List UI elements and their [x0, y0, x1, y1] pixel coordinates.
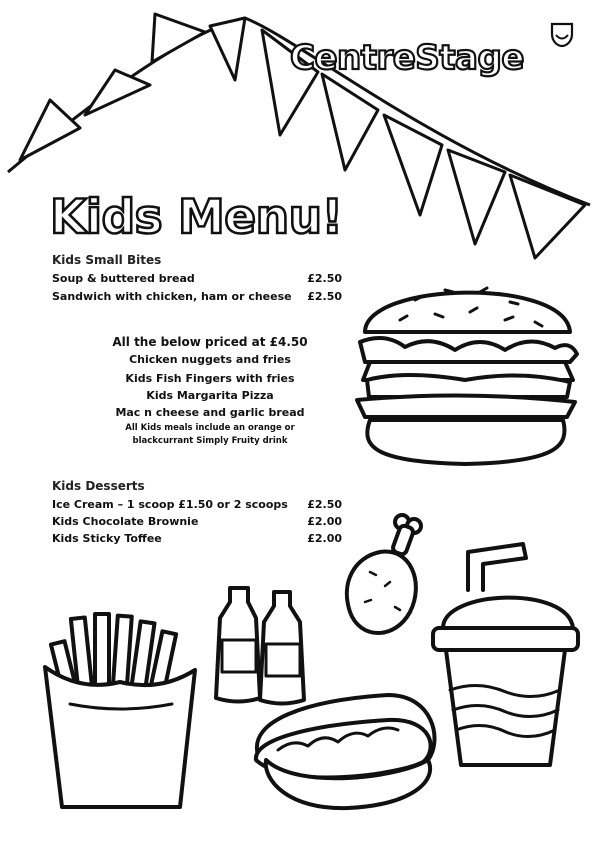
item-price: £2.00	[307, 515, 342, 528]
item-price: £2.50	[307, 290, 342, 303]
burger-icon	[345, 262, 585, 477]
section-heading-desserts: Kids Desserts	[52, 479, 145, 493]
section-heading-small-bites: Kids Small Bites	[52, 253, 162, 267]
menu-item	[52, 515, 342, 528]
item-price: £2.50	[307, 498, 342, 511]
menu-item	[52, 290, 342, 303]
meal-item: Mac n cheese and garlic bread	[115, 406, 305, 419]
menu-item	[52, 272, 342, 285]
item-name: Sandwich with chicken, ham or cheese	[52, 290, 292, 303]
fries-icon	[40, 612, 200, 817]
drink-cup-icon	[428, 540, 583, 775]
meal-item: Chicken nuggets and fries	[129, 353, 291, 366]
meal-note: All Kids meals include an orange or	[125, 423, 295, 433]
meal-item: Kids Margarita Pizza	[146, 389, 274, 402]
brand-logo: CentreStage	[290, 38, 524, 78]
menu-item	[52, 498, 342, 511]
item-price: £2.50	[307, 272, 342, 285]
chicken-drumstick-icon	[340, 512, 430, 642]
meal-note: blackcurrant Simply Fruity drink	[132, 436, 288, 446]
item-name: Soup & buttered bread	[52, 272, 195, 285]
hotdog-icon	[248, 680, 443, 820]
item-name: Kids Chocolate Brownie	[52, 515, 199, 528]
item-name: Kids Sticky Toffee	[52, 532, 162, 545]
section-heading-meals: All the below priced at £4.50	[112, 335, 308, 349]
menu-title: Kids Menu!	[50, 190, 343, 245]
meal-item: Kids Fish Fingers with fries	[125, 372, 295, 385]
item-name: Ice Cream – 1 scoop £1.50 or 2 scoops	[52, 498, 288, 511]
item-price: £2.00	[307, 532, 342, 545]
theatre-mask-icon	[550, 22, 574, 48]
menu-item	[52, 532, 342, 545]
